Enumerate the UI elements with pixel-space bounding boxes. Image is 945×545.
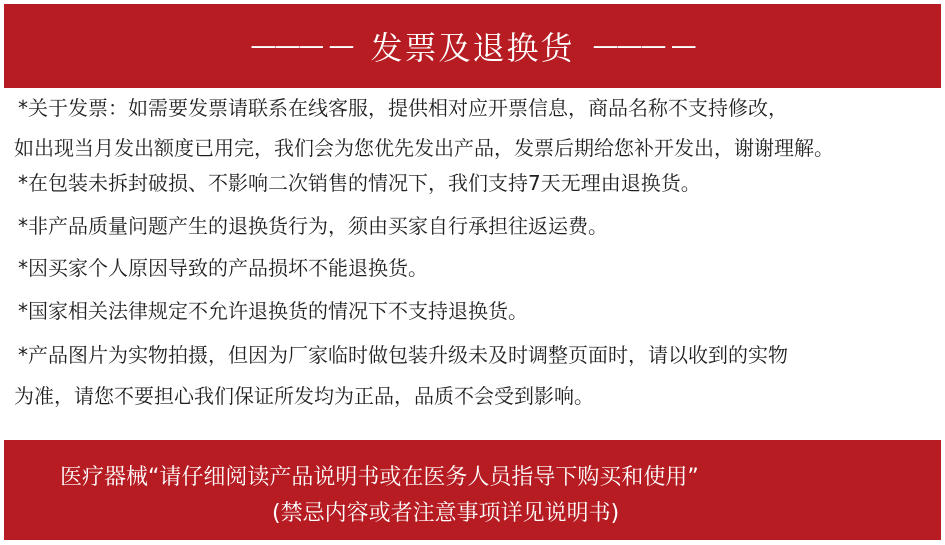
header-banner xyxy=(4,4,941,88)
note-return-shipping: *非产品质量问题产生的退换货行为，须由买家自行承担往返运费。 xyxy=(18,214,608,238)
page-title: 发票及退换货 xyxy=(370,29,575,67)
right-dash-decoration: ——— — xyxy=(592,31,695,61)
note-invoice: *关于发票：如需要发票请联系在线客服，提供相对应开票信息，商品名称不支持修改， xyxy=(18,96,788,120)
footer-banner xyxy=(4,440,941,540)
note-invoice-continued: 如出现当月发出额度已用完，我们会为您优先发出产品，发票后期给您补开发出，谢谢理解。 xyxy=(14,136,834,160)
note-product-images-continued: 为准，请您不要担心我们保证所发均为正品，品质不会受到影响。 xyxy=(14,384,594,408)
note-product-images: *产品图片为实物拍摄，但因为厂家临时做包装升级未及时调整页面时，请以收到的实物 xyxy=(18,343,788,367)
note-7-day-return: *在包装未拆封破损、不影响二次销售的情况下，我们支持7天无理由退换货。 xyxy=(18,171,701,195)
policy-notes xyxy=(0,88,945,438)
header-title-group xyxy=(250,23,695,69)
note-legal-restriction: *国家相关法律规定不允许退换货的情况下不支持退换货。 xyxy=(18,299,528,323)
left-dash-decoration: ——— — xyxy=(250,31,353,61)
contraindication-notice: (禁忌内容或者注意事项详见说明书) xyxy=(272,501,620,526)
medical-device-notice: 医疗器械“请仔细阅读产品说明书或在医务人员指导下购买和使用” xyxy=(60,465,699,490)
note-personal-damage: *因买家个人原因导致的产品损坏不能退换货。 xyxy=(18,256,428,280)
